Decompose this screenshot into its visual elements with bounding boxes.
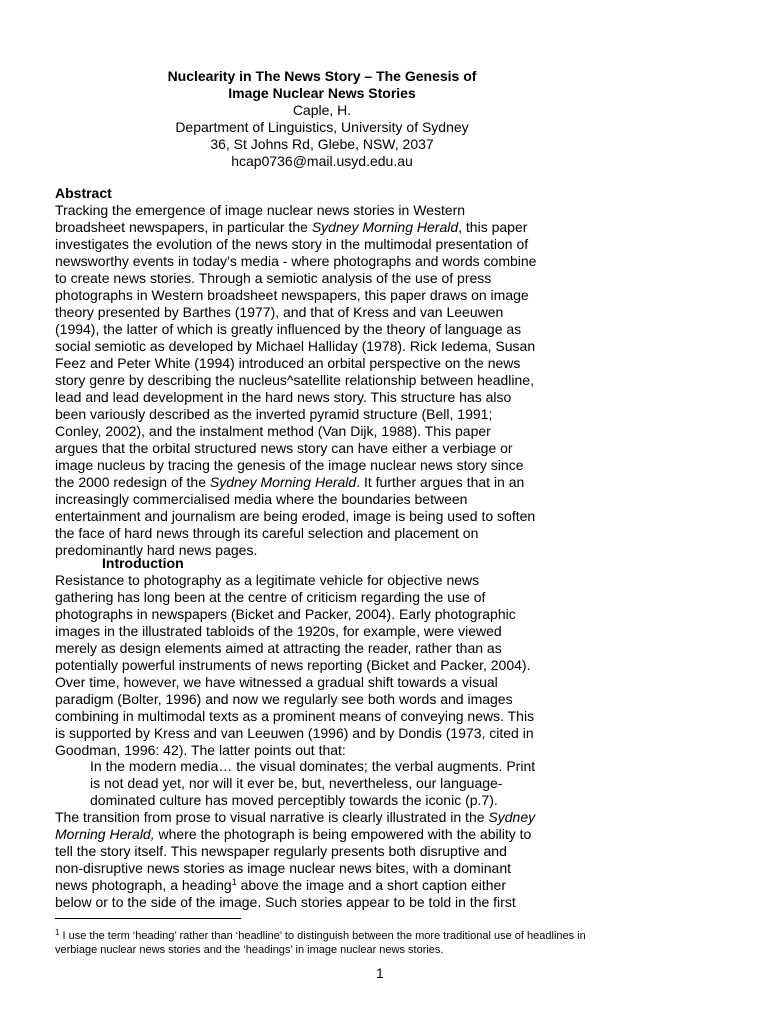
block-quote <box>90 758 535 809</box>
abstract-line: (1994), the latter of which is greatly influenced by the theory of language as <box>55 321 522 337</box>
abstract-line: entertainment and journalism are being eroded, image is being used to soften <box>55 508 536 524</box>
introduction-continuation <box>55 809 535 911</box>
intro-line: combining in multimodal texts as a prominent means of conveying news. This <box>55 708 535 724</box>
abstract-line: lead and lead development in the hard news story. This structure has also <box>55 389 512 405</box>
quote-line: is not dead yet, nor will it ever be, but, nevertheless, our language- <box>90 775 503 791</box>
abstract-line: the 2000 redesign of the Sydney Morning Herald. It further argues that in an <box>55 474 525 490</box>
abstract-line: predominantly hard news pages. <box>55 542 258 558</box>
intro-line: below or to the side of the image. Such stories appear to be told in the first <box>55 894 516 910</box>
intro-line: paradigm (Bolter, 1996) and now we regularly see both words and images <box>55 691 513 707</box>
paper-title <box>80 68 564 102</box>
title-line-2: Image Nuclear News Stories <box>228 85 416 101</box>
abstract-line: investigates the evolution of the news story in the multimodal presentation of <box>55 236 529 252</box>
footnote-separator <box>55 918 241 919</box>
abstract-line: argues that the orbital structured news story can have either a verbiage or <box>55 440 513 456</box>
footnote-line-1: $^1$ I use the term ‘heading’ rather than ‘headline’ to distinguish between the more traditional use of headlines in <box>55 928 586 942</box>
intro-line: The transition from prose to visual narrative is clearly illustrated in the Sydney <box>55 809 536 825</box>
abstract-line: broadsheet newspapers, in particular the Sydney Morning Herald, this paper <box>55 219 528 235</box>
abstract-heading: Abstract <box>55 185 112 201</box>
abstract-line: been variously described as the inverted pyramid structure (Bell, 1991; <box>55 406 493 422</box>
quote-line: dominated culture has moved perceptibly towards the iconic (p.7). <box>90 792 498 808</box>
abstract-line: increasingly commercialised media where the boundaries between <box>55 491 468 507</box>
introduction-heading: Introduction <box>102 555 184 571</box>
footnote-line-2: verbiage nuclear news stories and the ‘headings’ in image nuclear news stories. <box>55 944 444 956</box>
page-number: 1 <box>376 965 384 981</box>
title-line-1: Nuclearity in The News Story – The Genesis of <box>167 68 477 84</box>
intro-line: merely as design elements aimed at attracting the reader, rather than as <box>55 640 502 656</box>
abstract-line: social semiotic as developed by Michael Halliday (1978). Rick Iedema, Susan <box>55 338 536 354</box>
abstract-line: story genre by describing the nucleus^satellite relationship between headline, <box>55 372 534 388</box>
intro-line: gathering has long been at the centre of criticism regarding the use of <box>55 589 486 605</box>
author-name: Caple, H. <box>292 102 352 118</box>
intro-line: potentially powerful instruments of news reporting (Bicket and Packer, 2004). <box>55 657 531 673</box>
footnote-reference[interactable]: 1 <box>231 877 237 887</box>
author-email: hcap0736@mail.usyd.edu.au <box>231 153 413 169</box>
intro-line: images in the illustrated tabloids of the 1920s, for example, were viewed <box>55 623 502 639</box>
footnote <box>55 926 586 957</box>
abstract-line: image nucleus by tracing the genesis of the image nuclear news story since <box>55 457 524 473</box>
footnote-marker: 1 <box>55 928 60 937</box>
abstract-line: Tracking the emergence of image nuclear news stories in Western <box>55 202 466 218</box>
intro-line: photographs in newspapers (Bicket and Packer, 2004). Early photographic <box>55 606 516 622</box>
abstract-line: Feez and Peter White (1994) introduced an orbital perspective on the news <box>55 355 521 371</box>
introduction-body <box>55 572 534 759</box>
abstract-body <box>55 202 536 559</box>
quote-line: In the modern media… the visual dominates; the verbal augments. Print <box>90 758 536 774</box>
intro-line: Over time, however, we have witnessed a gradual shift towards a visual <box>55 674 498 690</box>
intro-line: tell the story itself. This newspaper regularly presents both disruptive and <box>55 843 507 859</box>
intro-line: non-disruptive news stories as image nuclear news bites, with a dominant <box>55 860 512 876</box>
author-address: 36, St Johns Rd, Glebe, NSW, 2037 <box>210 136 434 152</box>
intro-line: is supported by Kress and van Leeuwen (1996) and by Dondis (1973, cited in <box>55 725 534 741</box>
abstract-line: Conley, 2002), and the instalment method (Van Dijk, 1988). This paper <box>55 423 491 439</box>
abstract-line: the face of hard news through its careful selection and placement on <box>55 525 479 541</box>
abstract-line: photographs in Western broadsheet newspapers, this paper draws on image <box>55 287 529 303</box>
abstract-line: newsworthy events in today’s media - where photographs and words combine <box>55 253 537 269</box>
intro-line: Morning Herald, where the photograph is being empowered with the ability to <box>55 826 532 842</box>
intro-line: Resistance to photography as a legitimate vehicle for objective news <box>55 572 480 588</box>
intro-line: Goodman, 1996: 42). The latter points out that: <box>55 742 346 758</box>
abstract-line: to create news stories. Through a semiotic analysis of the use of press <box>55 270 492 286</box>
intro-line: news photograph, a heading$^1$ above the image and a short caption either <box>55 877 507 893</box>
abstract-line: theory presented by Barthes (1977), and that of Kress and van Leeuwen <box>55 304 504 320</box>
author-department: Department of Linguistics, University of Sydney <box>175 119 469 135</box>
